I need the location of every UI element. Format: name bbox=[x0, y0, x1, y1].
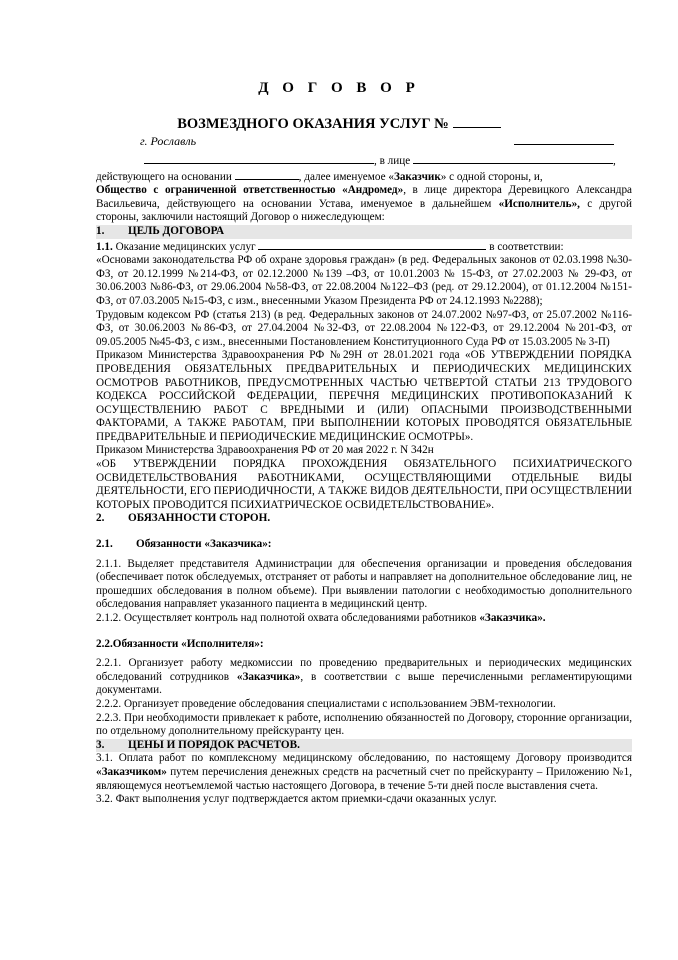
section-2-heading bbox=[96, 512, 632, 526]
clause-text: 2.2.1. Организует работу медкомиссии по проведению предварительных и периодических медицинских обследований сотрудников bbox=[96, 657, 632, 683]
customer-term: «Заказчика». bbox=[479, 612, 546, 624]
section-3-heading bbox=[96, 739, 632, 753]
representative-blank[interactable] bbox=[413, 153, 613, 164]
preamble-line-2 bbox=[96, 169, 632, 185]
subsection-number: 2.1. bbox=[96, 538, 113, 551]
subsection-2-1-heading bbox=[96, 538, 632, 552]
section-number: 3. bbox=[96, 738, 105, 751]
clause-text: Оказание медицинских услуг bbox=[112, 240, 256, 253]
law-paragraph-3: Приказом Министерства Здравоохранения РФ №29Н от 28.01.2021 года «ОБ УТВЕРЖДЕНИИ ПОРЯДКА ПРОВЕДЕНИЯ ОБЯЗАТЕЛЬНЫХ ПРЕДВАРИТЕЛЬНЫХ И ПЕРИОДИЧЕСКИХ МЕДИЦИНСКИХ ОСМОТРОВ РАБОТНИКОВ, ПРЕДУСМОТРЕННЫХ ЧАСТЬЮ ЧЕТВЕРТОЙ СТАТЬИ 213 ТРУДОВОГО КОДЕКСА РОССИЙСКОЙ ФЕДЕРАЦИИ, ПЕРЕЧНЯ МЕДИЦИНСКИХ ПРОТИВОПОКАЗАНИЙ К ОСУЩЕСТВЛЕНИЮ РАБОТ С ВРЕДНЫМИ И (ИЛИ) ОПАСНЫМИ ПРОИЗВОДСТВЕННЫМИ ФАКТОРАМИ, А ТАКЖЕ РАБОТАМ, ПРИ ВЫПОЛНЕНИИ КОТОРЫХ ПРОВОДЯТСЯ ОБЯЗАТЕЛЬНЫЕ ПРЕДВАРИТЕЛЬНЫЕ И ПЕРИОДИЧЕСКИЕ МЕДИЦИНСКИЕ ОСМОТРЫ». bbox=[96, 349, 632, 443]
clause-3-1 bbox=[96, 752, 632, 793]
clause-2-2-2: 2.2.2. Организует проведение обследования специалистами с использованием ЭВМ-технологии. bbox=[96, 697, 556, 710]
customer-term: Заказчик bbox=[393, 170, 441, 183]
clause-2-2-1 bbox=[96, 657, 632, 698]
city-date-row bbox=[140, 134, 614, 149]
preamble-text: действующего на основании bbox=[96, 170, 232, 183]
law-paragraph-4-title: Приказом Министерства Здравоохранения РФ от 20 мая 2022 г. N 342н bbox=[96, 444, 434, 457]
clause-text: , в соответствии с выше перечисленными регламентирующими документами. bbox=[96, 670, 632, 697]
customer-term: «Заказчика» bbox=[236, 670, 301, 683]
executor-term: «Исполнитель», bbox=[498, 197, 580, 210]
basis-blank[interactable] bbox=[235, 169, 299, 180]
contract-body bbox=[96, 153, 632, 807]
section-1-heading bbox=[96, 225, 632, 239]
executor-org: Общество с ограниченной ответственностью «Андромед» bbox=[96, 184, 404, 197]
clause-2-1-2 bbox=[96, 612, 632, 626]
document-subtitle bbox=[0, 115, 678, 133]
customer-term: «Заказчиком» bbox=[96, 765, 167, 778]
clause-text: 2.1.2. Осуществляет контроль над полнотой охвата обследованиями работников bbox=[96, 612, 480, 624]
service-blank[interactable] bbox=[258, 239, 486, 250]
subsection-2-2-heading: 2.2.Обязанности «Исполнителя»: bbox=[96, 637, 264, 650]
clause-2-2-3: 2.2.3. При необходимости привлекает к работе, исполнению обязанностей по Договору, сторонние организации, по отдельному дополнительному прейскуранту цен. bbox=[96, 711, 632, 738]
preamble-text: , bbox=[613, 155, 616, 167]
section-title: ЦЕНЫ И ПОРЯДОК РАСЧЕТОВ. bbox=[128, 738, 300, 751]
contract-number-blank[interactable] bbox=[453, 115, 501, 128]
preamble-line-1 bbox=[96, 153, 632, 169]
clause-text: 3.1. Оплата работ по комплексному медицинскому обследованию, по настоящему Договору производится bbox=[96, 752, 632, 765]
spacer bbox=[96, 526, 632, 538]
customer-name-blank[interactable] bbox=[144, 153, 374, 164]
preamble-text: , далее именуемое « bbox=[298, 170, 394, 183]
document-title: Д О Г О В О Р bbox=[258, 80, 420, 96]
preamble-paragraph bbox=[96, 184, 632, 225]
preamble-text: с другой стороны, заключили настоящий Договор о нижеследующем: bbox=[96, 197, 632, 224]
spacer bbox=[96, 626, 632, 638]
clause-text: путем перечисления денежных средств на расчетный счет по прейскуранту – Приложению №1, являющемуся неотъемлемой частью настоящего Договора, в течение 5-ти дней после выставления счета. bbox=[96, 765, 632, 792]
section-title: ОБЯЗАННОСТИ СТОРОН. bbox=[128, 512, 271, 525]
subtitle-text: ВОЗМЕЗДНОГО ОКАЗАНИЯ УСЛУГ № bbox=[177, 116, 449, 132]
law-paragraph-2: Трудовым кодексом РФ (статья 213) (в ред. Федеральных законов от 24.07.2002 №97-ФЗ, от 25.07.2002 №116-ФЗ, от 30.06.2003 №86-ФЗ, от 27.04.2004 №32-ФЗ, от 22.08.2004 №122-ФЗ, от 29.12.2004 №201-ФЗ, от 09.05.2005 №45-ФЗ, с изм., внесенными Постановлением Конституционного Суда РФ от 15.03.2005 № 3-П) bbox=[96, 308, 632, 348]
city-label: г. Рославль bbox=[140, 134, 197, 148]
section-title: ЦЕЛЬ ДОГОВОРА bbox=[128, 224, 225, 237]
clause-2-1-1: 2.1.1. Выделяет представителя Администрации для обеспечения организации и проведения обследования (обеспечивает поток обследуемых, отстраняет от работы и направляет на дополнительное обследование лиц, не прошедших обследования в полном объеме). При выявлении патологии с необходимостью дополнительного обследования направляет указанного пациента в медицинский центр. bbox=[96, 557, 632, 611]
clause-text: в соответствии: bbox=[489, 240, 564, 253]
preamble-text: , в лице директора Деревицкого Александра Васильевича, действующего на основании Устава, именуемое в дальнейшем bbox=[96, 184, 632, 210]
clause-number: 1.1. bbox=[96, 240, 113, 253]
date-blank[interactable] bbox=[514, 144, 614, 145]
preamble-text: » с одной стороны, и, bbox=[440, 170, 543, 183]
preamble-text: , в лице bbox=[374, 155, 411, 167]
section-number: 1. bbox=[96, 224, 105, 237]
clause-3-2: 3.2. Факт выполнения услуг подтверждается актом приемки-сдачи оказанных услуг. bbox=[96, 793, 497, 806]
law-paragraph-1: «Основами законодательства РФ об охране здоровья граждан» (в ред. Федеральных законов от 02.03.1998 №30-ФЗ, от 20.12.1999 №214-ФЗ, от 02.12.2000 №139 –ФЗ, от 10.01.2003 № 15-ФЗ, от 27.02.2003 № 29-ФЗ, от 30.06.2003 №86-ФЗ, от 29.06.2004 №58-ФЗ, от 22.08.2004 №122–ФЗ (ред. от 29.12.2004), от 01.12.2004 №151-ФЗ, от 07.03.2005 №15-ФЗ, с изм., внесенными Указом Президента РФ от 24.12.1993 №2288); bbox=[96, 254, 632, 307]
subsection-title: Обязанности «Заказчика»: bbox=[136, 538, 272, 551]
law-paragraph-4-body: «ОБ УТВЕРЖДЕНИИ ПОРЯДКА ПРОХОЖДЕНИЯ ОБЯЗАТЕЛЬНОГО ПСИХИАТРИЧЕСКОГО ОСВИДЕТЕЛЬСТВОВАНИЯ РАБОТНИКАМИ, ОСУЩЕСТВЛЯЮЩИМИ ОТДЕЛЬНЫЕ ВИДЫ ДЕЯТЕЛЬНОСТИ, ЕГО ПЕРИОДИЧНОСТИ, А ТАКЖЕ ВИДОВ ДЕЯТЕЛЬНОСТИ, ПРИ ОСУЩЕСТВЛЕНИИ КОТОРЫХ ПРОВОДИТСЯ ПСИХИАТРИЧЕСКОЕ ОСВИДЕТЕЛЬСТВОВАНИЕ». bbox=[96, 458, 632, 511]
section-number: 2. bbox=[96, 512, 105, 525]
clause-1-1 bbox=[96, 239, 632, 255]
